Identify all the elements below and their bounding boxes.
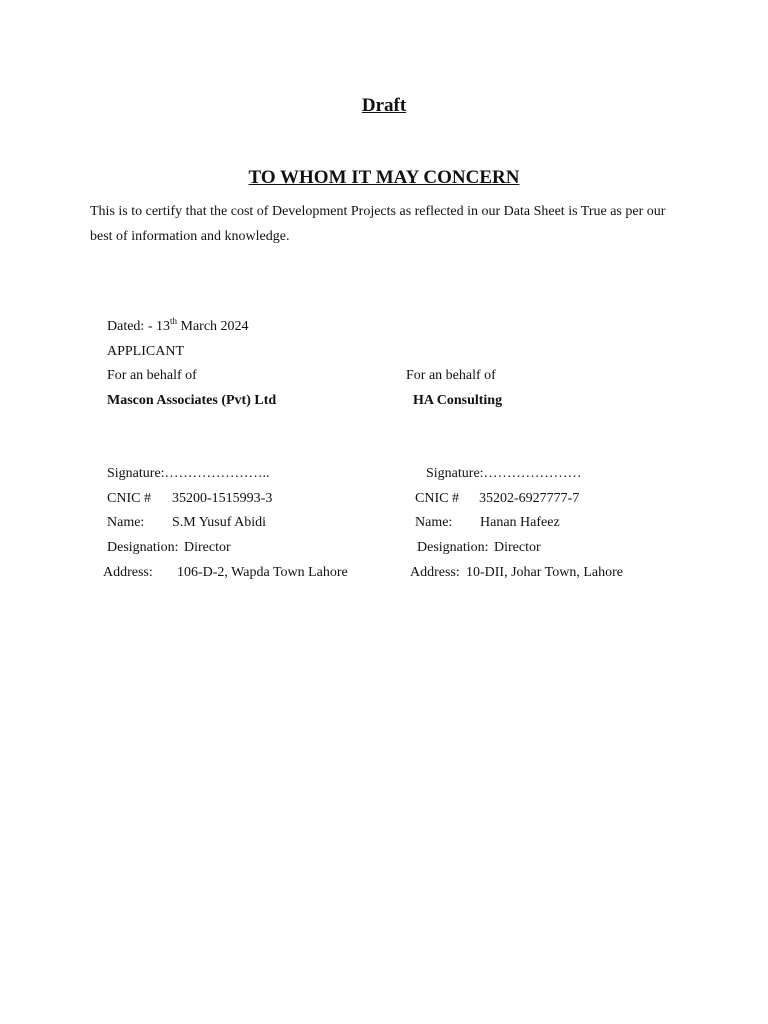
dated-line bbox=[107, 318, 249, 336]
left-company-name: Mascon Associates (Pvt) Ltd bbox=[107, 393, 277, 408]
right-signature-line: Signature:………………… bbox=[426, 466, 582, 481]
left-cnic-value: 35200-1515993-3 bbox=[172, 491, 273, 506]
dated-suffix: March 2024 bbox=[177, 319, 249, 334]
dated-prefix: Dated: - 13 bbox=[107, 319, 170, 334]
right-cnic-label: CNIC # bbox=[415, 491, 459, 506]
left-name-value: S.M Yusuf Abidi bbox=[172, 515, 267, 530]
right-behalf-label: For an behalf of bbox=[406, 368, 496, 383]
right-address-label: Address: bbox=[410, 565, 460, 580]
left-designation-value: Director bbox=[184, 540, 231, 555]
applicant-label: APPLICANT bbox=[107, 344, 185, 359]
certification-text: This is to certify that the cost of Development Projects as reflected in our Data Sheet is True as per our best of information and knowledge. bbox=[90, 204, 666, 244]
right-designation-value: Director bbox=[494, 540, 541, 555]
right-name-value: Hanan Hafeez bbox=[480, 515, 560, 530]
left-address-value: 106-D-2, Wapda Town Lahore bbox=[177, 565, 348, 580]
left-behalf-label: For an behalf of bbox=[107, 368, 197, 383]
left-name-label: Name: bbox=[107, 515, 145, 530]
left-designation-label: Designation: bbox=[107, 540, 179, 555]
draft-label: Draft bbox=[361, 95, 407, 116]
right-address-value: 10-DII, Johar Town, Lahore bbox=[466, 565, 623, 580]
right-name-label: Name: bbox=[415, 515, 453, 530]
left-address-label: Address: bbox=[103, 565, 153, 580]
left-signature-line: Signature:………………….. bbox=[107, 466, 270, 481]
right-cnic-value: 35202-6927777-7 bbox=[479, 491, 580, 506]
right-company-name: HA Consulting bbox=[413, 393, 503, 408]
dated-superscript: th bbox=[169, 316, 177, 326]
right-designation-label: Designation: bbox=[417, 540, 489, 555]
letter-heading: TO WHOM IT MAY CONCERN bbox=[248, 167, 520, 188]
left-cnic-label: CNIC # bbox=[107, 491, 151, 506]
